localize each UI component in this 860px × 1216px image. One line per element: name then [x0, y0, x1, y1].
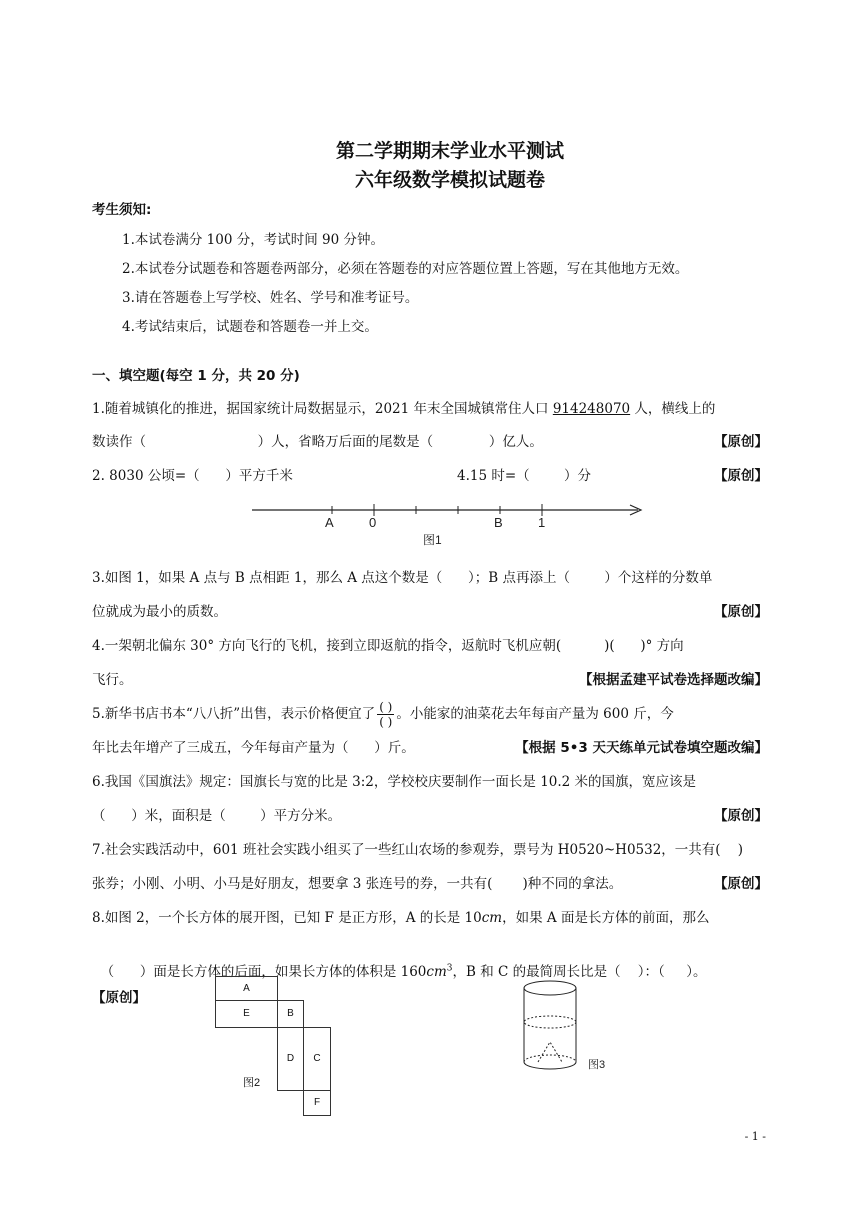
q7-line2: 张券；小刚、小明、小马是好朋友，想要拿 3 张连号的券，一共有( )种不同的拿法。 — [92, 876, 623, 892]
q2-text: 2. 8030 公顷=（ ）平方千米 — [92, 468, 293, 484]
q6-source: 【原创】 — [714, 808, 768, 824]
face-a: A — [215, 976, 278, 1001]
q3-line1: 3.如图 1，如果 A 点与 B 点相距 1，那么 A 点这个数是（ ）；B 点再添上（ ）个这样的分数单 — [92, 570, 713, 586]
cone-outline — [538, 1042, 562, 1062]
q5-text-post: 。小能家的油菜花去年每亩产量为 600 斤，今 — [396, 706, 674, 722]
q5-source: 【根据 5•3 天天练单元试卷填空题改编】 — [515, 740, 768, 756]
q1-text-post: 人，横线上的 — [630, 401, 716, 417]
q2-source: 【原创】 — [714, 468, 768, 484]
unit-cm3: cm — [426, 964, 447, 980]
q1-source: 【原创】 — [714, 434, 768, 450]
q8-text-post: ，如果 A 面是长方体的前面，那么 — [502, 910, 710, 926]
notice-heading: 考生须知: — [92, 202, 152, 218]
face-e: E — [215, 1000, 278, 1028]
q8-text2-post: ，B 和 C 的最简周长比是（ ）：（ ）。 — [452, 964, 707, 980]
q3-source: 【原创】 — [714, 604, 768, 620]
q8-source: 【原创】 — [92, 990, 146, 1006]
q1-text-pre: 1.随着城镇化的推进，据国家统计局数据显示，2021 年末全国城镇常住人口 — [92, 401, 553, 417]
exam-title-line2: 六年级数学模拟试题卷 — [354, 169, 545, 191]
q6-line1: 6.我国《国旗法》规定：国旗长与宽的比是 3:2，学校校庆要制作一面长是 10.2 米的国旗，宽应该是 — [92, 774, 697, 790]
q5-line2: 年比去年增产了三成五，今年每亩产量为（ ）斤。 — [92, 740, 415, 756]
label-0: 0 — [369, 515, 377, 530]
q4-line2: 飞行。 — [92, 672, 133, 688]
face-b: B — [277, 1000, 304, 1028]
q7-line1: 7.社会实践活动中，601 班社会实践小组买了一些红山农场的参观券，票号为 H0520~H0532，一共有( ) — [92, 842, 743, 858]
q1-population-number: 914248070 — [552, 401, 631, 417]
label-b: B — [494, 515, 503, 530]
q3-line2: 位就成为最小的质数。 — [92, 604, 227, 620]
q5-text-pre: 5.新华书店书本“八八折”出售，表示价格便宜了 — [92, 706, 376, 722]
cylinder-bottom-hidden — [524, 1055, 576, 1062]
q4-line1: 4.一架朝北偏东 30° 方向飞行的飞机，接到立即返航的指令，返航时飞机应朝( )( )° 方向 — [92, 638, 684, 654]
fraction-numerator: ( ) — [379, 700, 393, 714]
face-c: C — [303, 1027, 331, 1091]
unit-cm: cm — [481, 910, 503, 926]
figure3-cylinder — [512, 976, 622, 1076]
notice-item-2: 2.本试卷分试题卷和答题卷两部分，必须在答题卷的对应答题位置上答题，写在其他地方无效。 — [122, 261, 689, 277]
cylinder-bottom — [524, 1062, 576, 1069]
notice-item-4: 4.考试结束后，试题卷和答题卷一并上交。 — [122, 319, 378, 335]
face-f: F — [303, 1090, 331, 1116]
figure2-caption: 图2 — [243, 1077, 261, 1089]
notice-item-3: 3.请在答题卷上写学校、姓名、学号和准考证号。 — [122, 290, 419, 306]
water-level — [524, 1016, 576, 1028]
unit-exponent: 3 — [446, 963, 453, 974]
exam-title-line1: 第二学期期末学业水平测试 — [335, 140, 564, 162]
q6-line2: （ ）米，面积是（ ）平方分米。 — [92, 808, 342, 824]
section-heading: 一、填空题(每空 1 分，共 20 分) — [92, 368, 300, 384]
q7-source: 【原创】 — [714, 876, 768, 892]
cylinder-top — [524, 981, 576, 995]
face-d: D — [277, 1027, 304, 1091]
label-1: 1 — [538, 515, 546, 530]
page-number: - 1 - — [744, 1130, 766, 1143]
q8-text-pre: 8.如图 2，一个长方体的展开图，已知 F 是正方形，A 的长是 10 — [92, 910, 482, 926]
q4-time-text: 4.15 时=（ ）分 — [457, 468, 591, 484]
figure1-caption: 图1 — [423, 533, 442, 547]
label-a: A — [325, 515, 334, 530]
q4-source: 【根据孟建平试卷选择题改编】 — [579, 672, 768, 688]
figure3-caption: 图3 — [588, 1059, 606, 1071]
notice-item-1: 1.本试卷满分 100 分，考试时间 90 分钟。 — [122, 232, 384, 248]
q8-text2-pre: （ ）面是长方体的后面，如果长方体的体积是 160 — [100, 964, 427, 980]
fraction-denominator: ( ) — [379, 715, 393, 729]
q1-line2: 数读作（ ）人，省略万后面的尾数是（ ）亿人。 — [92, 434, 543, 450]
